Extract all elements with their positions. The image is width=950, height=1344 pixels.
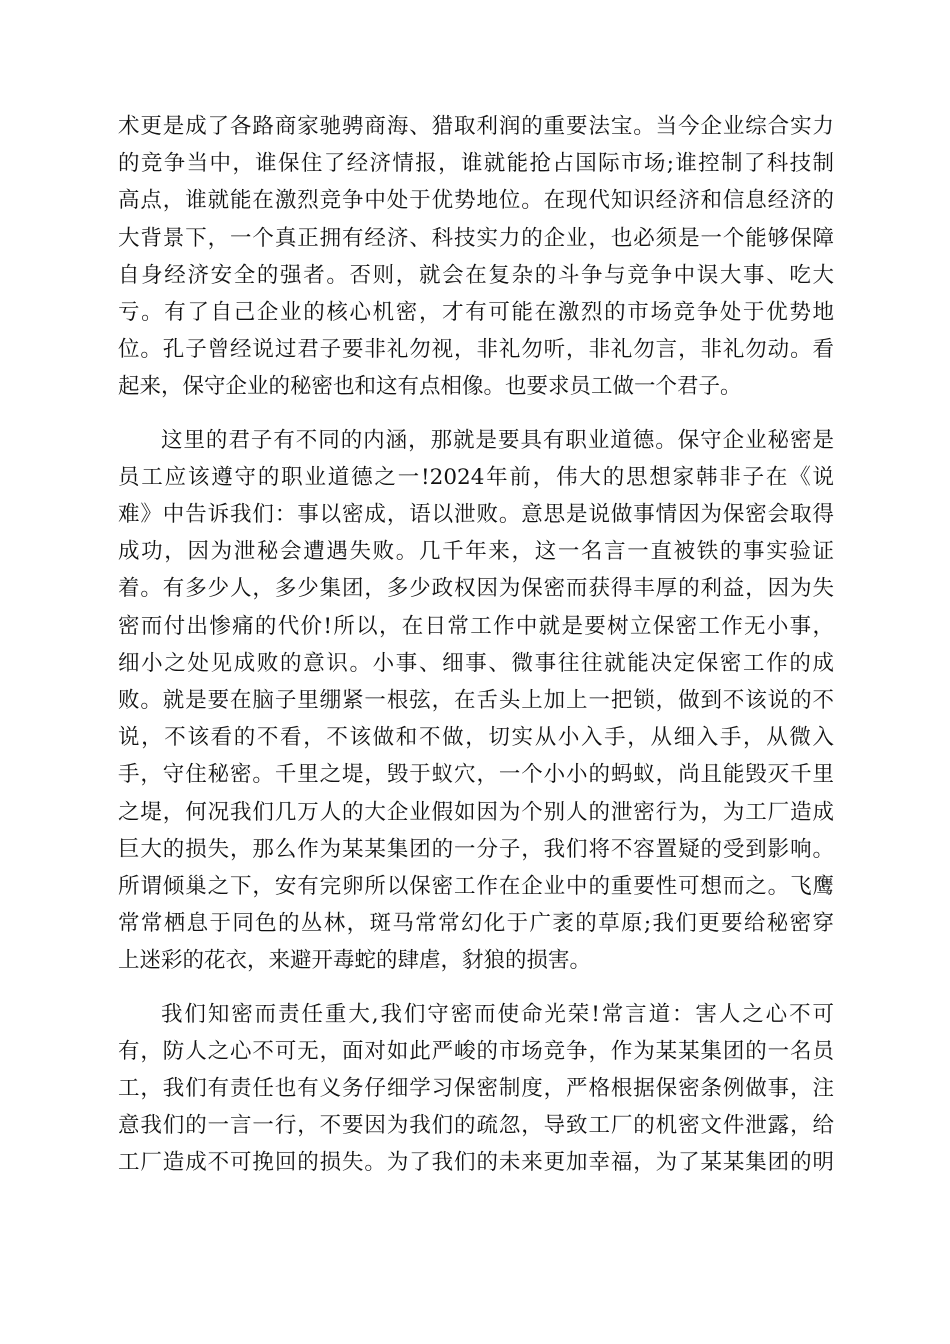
text-line: 高点，谁就能在激烈竞争中处于优势地位。在现代知识经济和信息经济的 (118, 188, 834, 214)
text-line: 大背景下，一个真正拥有经济、科技实力的企业，也必须是一个能够保障 (118, 225, 834, 251)
text-line: 巨大的损失，那么作为某某集团的一分子，我们将不容置疑的受到影响。 (118, 836, 834, 862)
text-line: 所谓倾巢之下，安有完卵所以保密工作在企业中的重要性可想而之。飞鹰 (118, 874, 834, 900)
text-line: 工，我们有责任也有义务仔细学习保密制度，严格根据保密条例做事，注 (118, 1076, 834, 1102)
text-line: 我们知密而责任重大,我们守密而使命光荣!常言道：害人之心不可 (161, 1001, 834, 1027)
text-line: 这里的君子有不同的内涵，那就是要具有职业道德。保守企业秘密是 (161, 427, 834, 453)
text-line: 难》中告诉我们：事以密成，语以泄败。意思是说做事情因为保密会取得 (118, 502, 834, 528)
text-line: 败。就是要在脑子里绷紧一根弦，在舌头上加上一把锁，做到不该说的不 (118, 688, 834, 714)
text-line: 着。有多少人，多少集团，多少政权因为保密而获得丰厚的利益，因为失 (118, 576, 834, 602)
text-line: 细小之处见成败的意识。小事、细事、微事往往就能决定保密工作的成 (118, 650, 834, 676)
text-line: 员工应该遵守的职业道德之一!2024年前，伟大的思想家韩非子在《说 (118, 464, 834, 490)
text-line: 上迷彩的花衣，来避开毒蛇的肆虐，豺狼的损害。 (118, 948, 592, 974)
text-line: 说，不该看的不看，不该做和不做，切实从小入手，从细入手，从微入 (118, 725, 834, 751)
text-line: 起来，保守企业的秘密也和这有点相像。也要求员工做一个君子。 (118, 374, 742, 400)
paragraph-3 (118, 996, 834, 1182)
text-line: 的竞争当中，谁保住了经济情报，谁就能抢占国际市场;谁控制了科技制 (118, 151, 834, 177)
text-line: 常常栖息于同色的丛林，斑马常常幻化于广袤的草原;我们更要给秘密穿 (118, 911, 834, 937)
text-line: 意我们的一言一行，不要因为我们的疏忽，导致工厂的机密文件泄露，给 (118, 1113, 834, 1139)
text-line: 亏。有了自己企业的核心机密，才有可能在激烈的市场竞争处于优势地 (118, 300, 834, 326)
text-line: 有，防人之心不可无，面对如此严峻的市场竞争，作为某某集团的一名员 (118, 1038, 834, 1064)
text-line: 密而付出惨痛的代价!所以，在日常工作中就是要树立保密工作无小事， (118, 613, 834, 639)
document-page (118, 108, 834, 1198)
paragraph-1 (118, 108, 834, 406)
text-line: 之堤，何况我们几万人的大企业假如因为个别人的泄密行为，为工厂造成 (118, 799, 834, 825)
text-line: 术更是成了各路商家驰骋商海、猎取利润的重要法宝。当今企业综合实力 (118, 114, 834, 139)
text-line: 自身经济安全的强者。否则，就会在复杂的斗争与竞争中误大事、吃大 (118, 262, 834, 288)
text-line: 手，守住秘密。千里之堤，毁于蚁穴，一个小小的蚂蚁，尚且能毁灭千里 (118, 762, 834, 788)
paragraph-2 (118, 422, 834, 980)
text-line: 工厂造成不可挽回的损失。为了我们的未来更加幸福，为了某某集团的明 (118, 1150, 834, 1176)
text-line: 位。孔子曾经说过君子要非礼勿视，非礼勿听，非礼勿言，非礼勿动。看 (118, 337, 834, 363)
text-line: 成功，因为泄秘会遭遇失败。几千年来，这一名言一直被铁的事实验证 (118, 539, 834, 565)
